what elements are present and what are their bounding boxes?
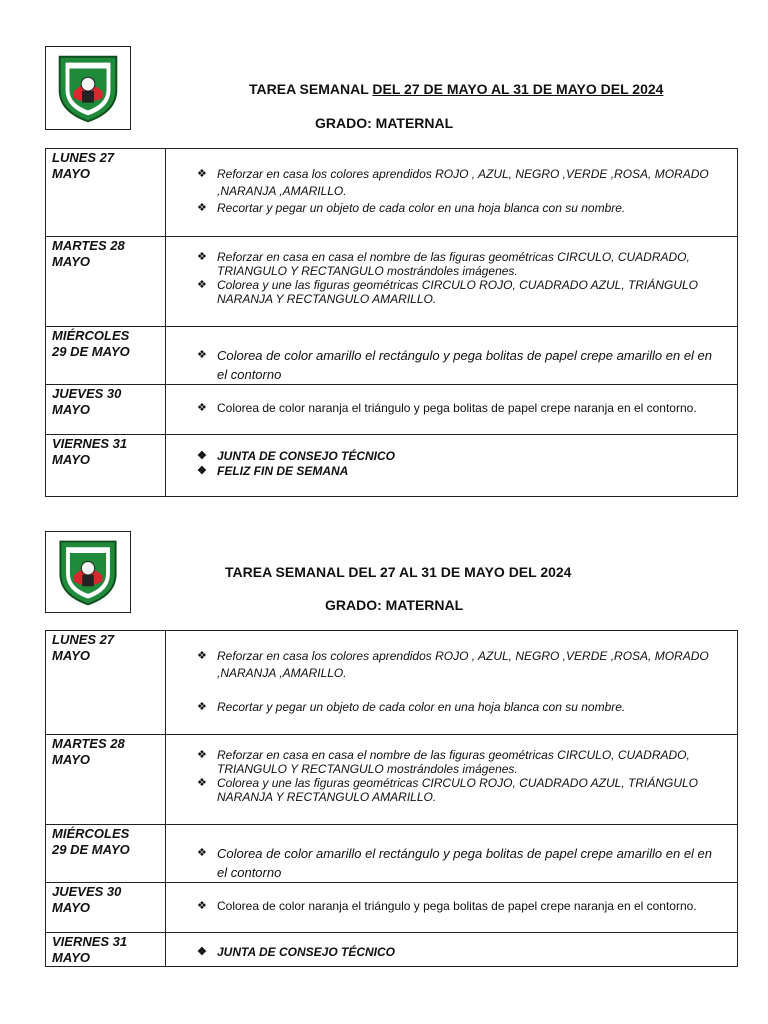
school-logo — [45, 46, 131, 130]
list-item: ❖ Colorea de color amarillo el rectángulo y pega bolitas de papel crepe amarillo en el en el contorno — [197, 348, 713, 382]
bullet-icon: ❖ — [197, 465, 207, 477]
day-cell: MIÉRCOLES 29 DE MAYO — [46, 825, 166, 883]
tasks-cell — [166, 149, 738, 237]
tasks-cell — [166, 933, 738, 967]
tasks-cell — [166, 825, 738, 883]
tasks-cell — [166, 631, 738, 735]
day-cell: MIÉRCOLES 29 DE MAYO — [46, 327, 166, 385]
school-crest-icon — [46, 47, 130, 129]
tasks-cell — [166, 735, 738, 825]
grade-label: GRADO: MATERNAL — [325, 597, 464, 613]
list-item: ❖ Reforzar en casa en casa el nombre de las figuras geométricas CIRCULO, CUADRADO, TRIANGULO Y RECTANGULO mostrándoles imágenes. — [197, 748, 690, 776]
bullet-icon: ❖ — [197, 701, 207, 713]
bullet-icon: ❖ — [197, 349, 207, 361]
bullet-icon: ❖ — [197, 168, 207, 180]
bullet-icon: ❖ — [197, 402, 207, 414]
bullet-icon: ❖ — [197, 900, 207, 912]
table-row — [46, 435, 738, 497]
bullet-icon: ❖ — [197, 650, 207, 662]
list-item: ❖ Colorea de color naranja el triángulo y pega bolitas de papel crepe naranja en el contorno. — [197, 899, 697, 913]
day-cell: LUNES 27 MAYO — [46, 149, 166, 237]
title-dates: DEL 27 DE MAYO AL 31 DE MAYO DEL 2024 — [372, 81, 664, 97]
list-item: ❖ Reforzar en casa los colores aprendidos ROJO , AZUL, NEGRO ,VERDE ,ROSA, MORADO ,NARANJA ,AMARILLO. — [197, 167, 709, 198]
list-item: ❖ Recortar y pegar un objeto de cada color en una hoja blanca con su nombre. — [197, 700, 626, 714]
list-item: ❖ JUNTA DE CONSEJO TÉCNICO — [197, 449, 396, 463]
bullet-icon: ❖ — [197, 847, 207, 859]
list-item: ❖ Reforzar en casa en casa el nombre de las figuras geométricas CIRCULO, CUADRADO, TRIANGULO Y RECTANGULO mostrándoles imágenes. — [197, 250, 690, 278]
tasks-cell — [166, 237, 738, 327]
table-row — [46, 149, 738, 237]
school-crest-icon — [46, 532, 130, 612]
table-row — [46, 933, 738, 967]
bullet-icon: ❖ — [197, 251, 207, 263]
table-row — [46, 385, 738, 435]
day-cell: VIERNES 31 MAYO — [46, 933, 166, 967]
grade-label: GRADO: MATERNAL — [315, 115, 454, 131]
page-title — [249, 81, 663, 97]
table-row — [46, 825, 738, 883]
list-item: ❖ FELIZ FIN DE SEMANA — [197, 464, 349, 478]
list-item: ❖ Recortar y pegar un objeto de cada color en una hoja blanca con su nombre. — [197, 201, 626, 215]
title-plain: TAREA SEMANAL — [249, 81, 373, 97]
list-item: ❖ Colorea de color amarillo el rectángulo y pega bolitas de papel crepe amarillo en el en el contorno — [197, 846, 713, 880]
table-row — [46, 883, 738, 933]
list-item: ❖ Reforzar en casa los colores aprendidos ROJO , AZUL, NEGRO ,VERDE ,ROSA, MORADO ,NARANJA ,AMARILLO. — [197, 649, 709, 680]
day-cell: MARTES 28 MAYO — [46, 735, 166, 825]
schedule-table — [45, 148, 738, 497]
day-cell: VIERNES 31 MAYO — [46, 435, 166, 497]
tasks-cell — [166, 385, 738, 435]
list-item: ❖ Colorea y une las figuras geométricas CIRCULO ROJO, CUADRADO AZUL, TRIÁNGULO NARANJA Y RECTANGULO AMARILLO. — [197, 776, 699, 804]
bullet-icon: ❖ — [197, 279, 207, 291]
day-cell: JUEVES 30 MAYO — [46, 385, 166, 435]
bullet-icon: ❖ — [197, 450, 207, 462]
tasks-cell — [166, 435, 738, 497]
list-item: ❖ Colorea de color naranja el triángulo y pega bolitas de papel crepe naranja en el contorno. — [197, 401, 697, 415]
table-row — [46, 327, 738, 385]
bullet-icon: ❖ — [197, 202, 207, 214]
bullet-icon: ❖ — [197, 777, 207, 789]
tasks-cell — [166, 883, 738, 933]
bullet-icon: ❖ — [197, 946, 207, 958]
table-row — [46, 735, 738, 825]
day-cell: JUEVES 30 MAYO — [46, 883, 166, 933]
day-cell: LUNES 27 MAYO — [46, 631, 166, 735]
bullet-icon: ❖ — [197, 749, 207, 761]
school-logo — [45, 531, 131, 613]
page-title: TAREA SEMANAL DEL 27 AL 31 DE MAYO DEL 2024 — [225, 564, 572, 580]
table-row — [46, 631, 738, 735]
tasks-cell — [166, 327, 738, 385]
day-cell: MARTES 28 MAYO — [46, 237, 166, 327]
list-item: ❖ JUNTA DE CONSEJO TÉCNICO — [197, 945, 396, 959]
table-row — [46, 237, 738, 327]
list-item: ❖ Colorea y une las figuras geométricas CIRCULO ROJO, CUADRADO AZUL, TRIÁNGULO NARANJA Y RECTANGULO AMARILLO. — [197, 278, 699, 306]
schedule-table — [45, 630, 738, 967]
